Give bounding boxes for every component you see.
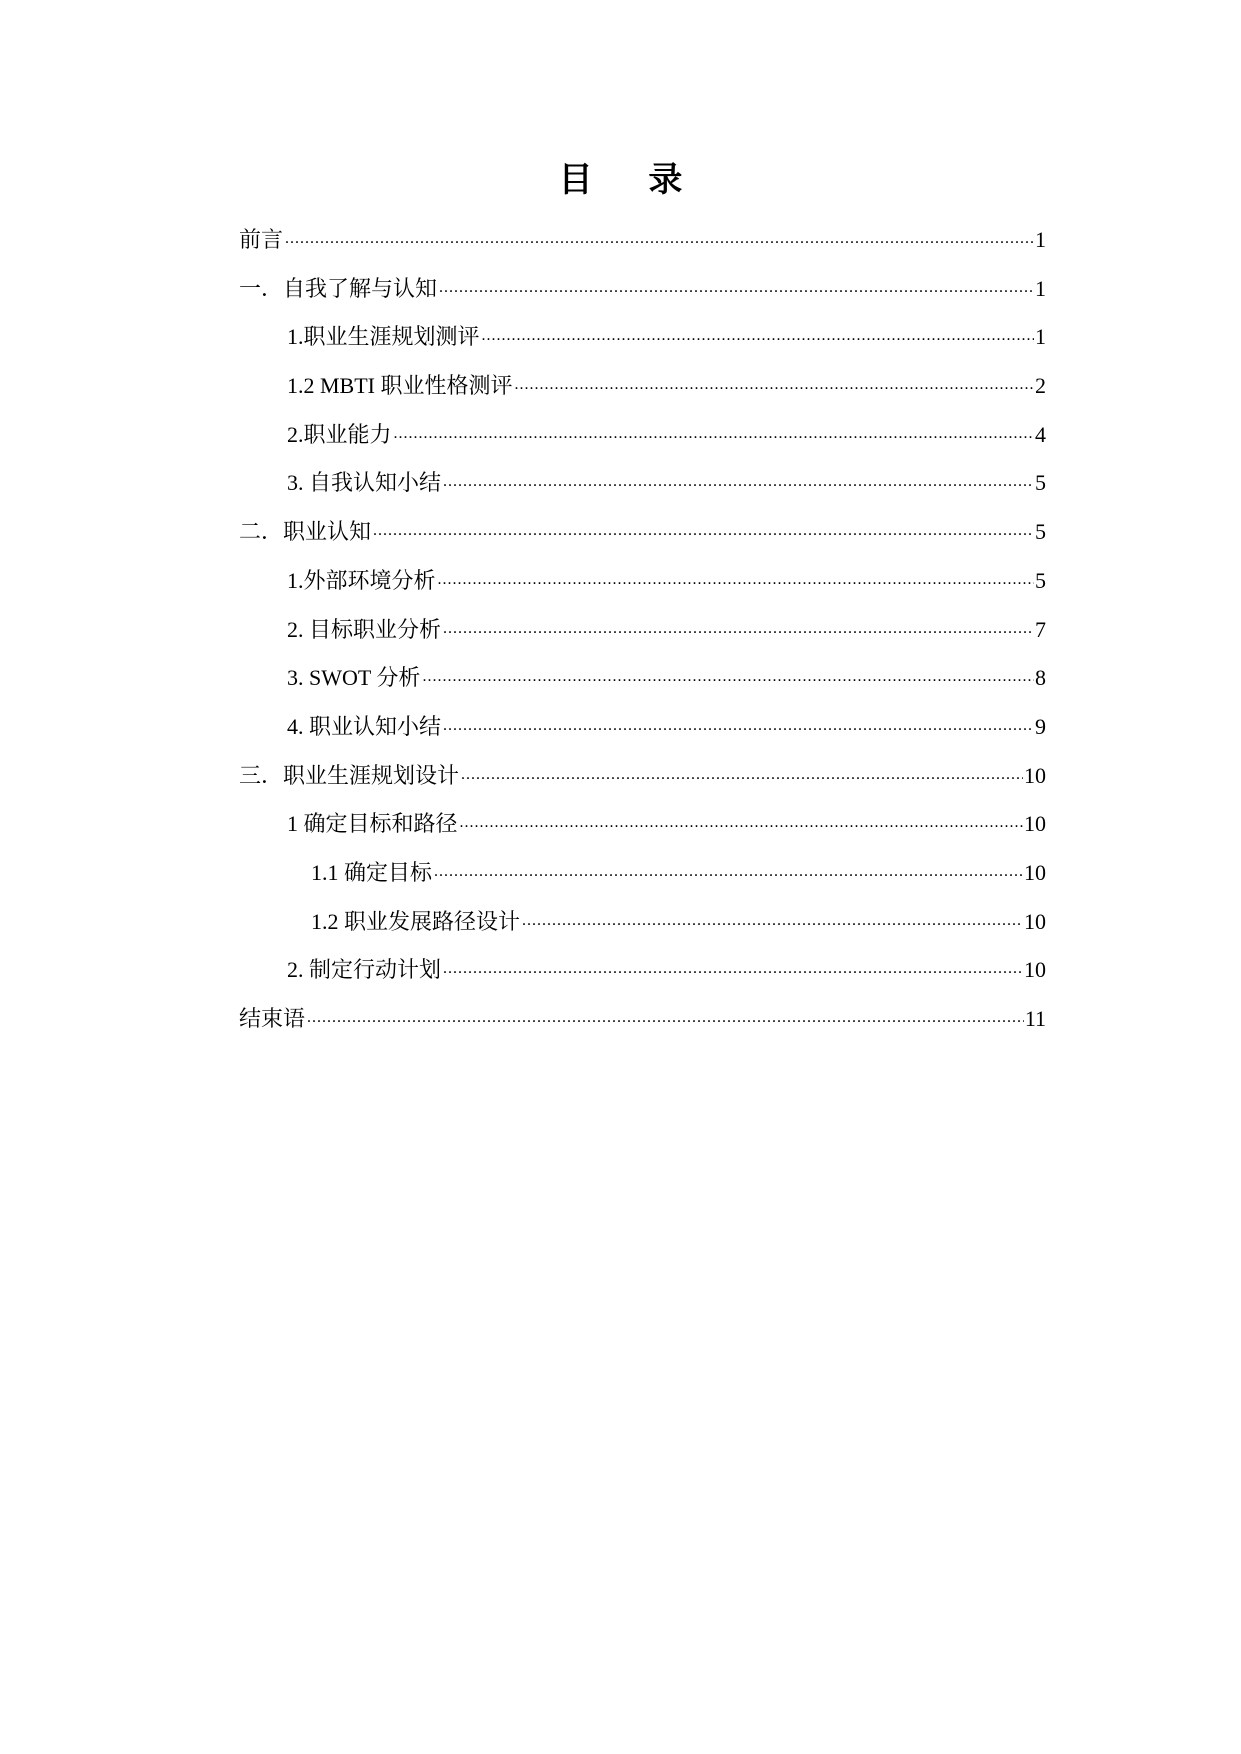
dot-leader [438, 553, 1034, 605]
toc-entry-title: 1 确定目标和路径 [287, 811, 458, 837]
toc-entry-title: 3. SWOT 分析 [287, 665, 421, 691]
toc-entry[interactable] [239, 898, 1046, 947]
dot-leader [522, 894, 1023, 946]
dot-leader [394, 407, 1034, 459]
table-of-contents [239, 216, 1046, 1044]
toc-entry[interactable] [239, 752, 1046, 801]
toc-entry-page-number: 11 [1024, 1006, 1046, 1031]
toc-entry-title: 二．职业认知 [239, 519, 372, 545]
toc-entry-page-number: 5 [1035, 470, 1046, 496]
dot-leader [439, 261, 1034, 313]
toc-entry[interactable] [239, 362, 1046, 411]
toc-entry-page-number: 9 [1035, 713, 1046, 739]
toc-entry[interactable] [239, 313, 1046, 362]
toc-entry-title: 结束语 [239, 1006, 306, 1031]
dot-leader [460, 796, 1023, 848]
toc-entry[interactable] [239, 606, 1046, 655]
toc-entry-title: 2. 目标职业分析 [287, 616, 442, 642]
dot-leader [443, 942, 1023, 994]
toc-entry-page-number: 4 [1035, 421, 1046, 447]
toc-entry-title: 1.2 MBTI 职业性格测评 [287, 373, 513, 399]
toc-entry-page-number: 1 [1035, 275, 1046, 301]
toc-entry-title: 2.职业能力 [287, 421, 392, 447]
dot-leader [515, 358, 1034, 410]
toc-entry-page-number: 2 [1035, 373, 1046, 399]
page-title: 目 录 [558, 160, 705, 200]
toc-entry-page-number: 5 [1035, 567, 1046, 593]
toc-entry[interactable] [239, 703, 1046, 752]
toc-entry-title: 三．职业生涯规划设计 [239, 762, 460, 788]
dot-leader [285, 212, 1034, 264]
dot-leader [461, 748, 1023, 800]
toc-entry-page-number: 10 [1024, 811, 1046, 837]
toc-entry-title: 3. 自我认知小结 [287, 470, 442, 496]
toc-entry-title: 2. 制定行动计划 [287, 957, 442, 983]
toc-entry[interactable] [239, 557, 1046, 606]
toc-entry-page-number: 10 [1024, 908, 1046, 934]
dot-leader [434, 845, 1023, 897]
toc-entry-page-number: 8 [1035, 665, 1046, 691]
toc-entry-title: 1.职业生涯规划测评 [287, 324, 480, 350]
dot-leader [482, 309, 1034, 361]
toc-entry[interactable] [239, 849, 1046, 898]
toc-entry[interactable] [239, 800, 1046, 849]
toc-entry[interactable] [239, 216, 1046, 265]
toc-entry-title: 一．自我了解与认知 [239, 275, 438, 301]
toc-entry-page-number: 1 [1035, 227, 1046, 252]
toc-entry-title: 前言 [239, 227, 284, 252]
toc-entry-title: 1.外部环境分析 [287, 567, 436, 593]
dot-leader [443, 455, 1034, 507]
dot-leader [443, 602, 1034, 654]
dot-leader [422, 650, 1034, 702]
dot-leader [307, 991, 1024, 1043]
toc-entry[interactable] [239, 946, 1046, 995]
toc-entry[interactable] [239, 411, 1046, 460]
toc-entry[interactable] [239, 459, 1046, 508]
toc-entry-title: 1.1 确定目标 [311, 859, 433, 885]
toc-entry-page-number: 10 [1024, 762, 1046, 788]
toc-entry-title: 1.2 职业发展路径设计 [311, 908, 521, 934]
toc-entry-title: 4. 职业认知小结 [287, 713, 442, 739]
toc-entry-page-number: 10 [1024, 859, 1046, 885]
dot-leader [443, 699, 1034, 751]
toc-entry[interactable] [239, 265, 1046, 314]
dot-leader [373, 504, 1034, 556]
toc-entry[interactable] [239, 995, 1046, 1044]
toc-entry[interactable] [239, 654, 1046, 703]
toc-entry-page-number: 5 [1035, 519, 1046, 545]
toc-entry-page-number: 1 [1035, 324, 1046, 350]
toc-entry[interactable] [239, 508, 1046, 557]
toc-entry-page-number: 7 [1035, 616, 1046, 642]
toc-entry-page-number: 10 [1024, 957, 1046, 983]
